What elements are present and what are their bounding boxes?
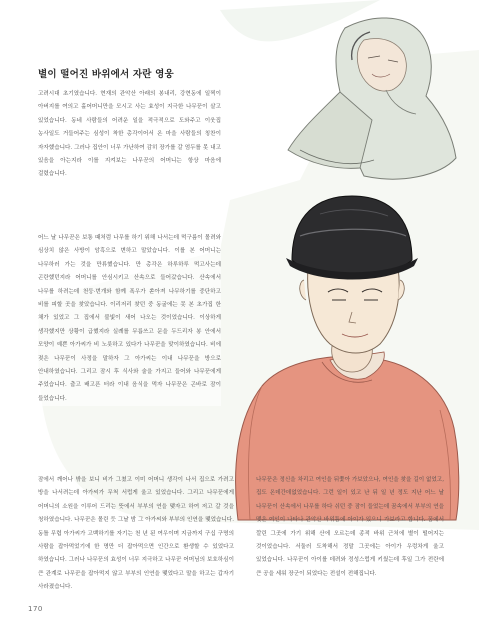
story-paragraph: 고려시대 초기였습니다. 현재의 관악산 아래의 봉내리, 강현동에 일찍이 아버지를 여의고 홀어머니만을 모시고 사는 효성이 지극한 나무꾼이 살고 있었습니다. 동네 사람들의 어려운 일을 적극적으로 도와주고 이웃집 농사일도 거들어주는 심성이 착한 총각이어서 온 마을 사람들의 칭찬이 자자했습니다. 그러나 집안이 너무 가난하여 감히 장가를 갈 엄두를 못 내고 있음을 아는지라 이를 지켜보는 나무꾼의 어머니는 항상 마음에 걸렸습니다. [38, 88, 221, 182]
story-paragraph: 잠에서 깨어나 밖을 보니 비가 그쳤고 이미 어머니 생각이 나서 집으로 가려고 방을 나서려는데 아가씨가 무척 서럽게 울고 있었습니다. 그리고 나무꾼에게 어머니의 소원을 이루어 드리는 뜻에서 부부의 연을 맺자고 하여 저고 갈 것을 청하였습니다. 나무꾼은 몰린 듯 그날 밤 그 아가씨와 부부의 인연을 맺었습니다. 동틀 무렵 아가씨가 고백하기를 자기는 천 년 된 여우이며 지금까지 구십 구명의 사람을 잡아먹었기에 한 명만 더 잡아먹으면 인간으로 환생할 수 있었다고 하였습니다. 그러나 나무꾼의 효성이 너무 지극하고 나무꾼 어머님의 보호하심이 큰 관계로 나무꾼을 잡아먹지 않고 부부의 인연을 맺었다고 말을 하고는 갑자기 사라졌습니다. [38, 477, 234, 591]
story-paragraph: 나무꾼은 정신을 차리고 여인을 뒤쫓아 가보았으나, 여인을 찾을 길이 없었고, 집도 온데간데없었습니다. 그런 일이 있고 난 뒤 일 년 정도 지난 어느 날 나무꾼이 산속에서 나무를 하다 쉬던 중 잠이 들었는데 꿈속에서 부부의 연을 맺은 여인이 나타나 관악산 바위틈에 아이가 있으니 가보라고 합니다. 꿈에서 깔린 그곳에 가기 위해 산에 오르는데 종적 바위 근처에 별이 떨어지는 것이었습니다. 서둘러 도착해서 정말 그곳에는 아이가 우렁차게 울고 있었습니다. 나무꾼이 아이를 데려와 정성스럽게 키웠는데 후일 그가 전란에 큰 공을 세워 장군이 되었다는 전설이 전해집니다. [256, 477, 444, 577]
article-title: 별이 떨어진 바위에서 자란 영웅 [38, 69, 174, 80]
story-paragraph: 어느 날 나무꾼은 보통 때처럼 나무를 하기 위해 나서는데 먹구름이 몰려와 심상치 않은 사방이 암흑으로 변하고 말았습니다. 이를 본 어머니는 나무하러 가는 것을 만류했습니다. 만 총각은 하루하루 먹고사는데 곤란했던지라 어머니를 안심시키고 산속으로 들어갔습니다. 산속에서 나무를 하려는데 천둥·번개와 함께 폭우가 쏟아져 나무하기를 중단하고 비를 피할 곳을 찾았습니다. 이리저리 찾던 중 동굴에는 못 본 초가집 한 채가 있었고 그 집에서 불빛이 새어 나오는 것이었습니다. 이상하게 생각했지만 상황이 급했지라 실례를 무릅쓰고 문을 두드리자 봉 안에서 모양이 예쁜 아가씨가 비 노릇하고 있다가 나무꾼을 맞이하였습니다. 비에 젖은 나무꾼이 사정을 말하자 그 아가씨는 이내 나무꾼을 방으로 안내하였습니다. 그리고 잠시 후 식사와 술을 가지고 들어와 나무꾼에게 주었습니다. 춥고 배고픈 터라 이내 음식을 먹자 나무꾼은 곤바로 잠이 들었습니다. [38, 232, 221, 406]
page-number: 170 [28, 605, 43, 613]
